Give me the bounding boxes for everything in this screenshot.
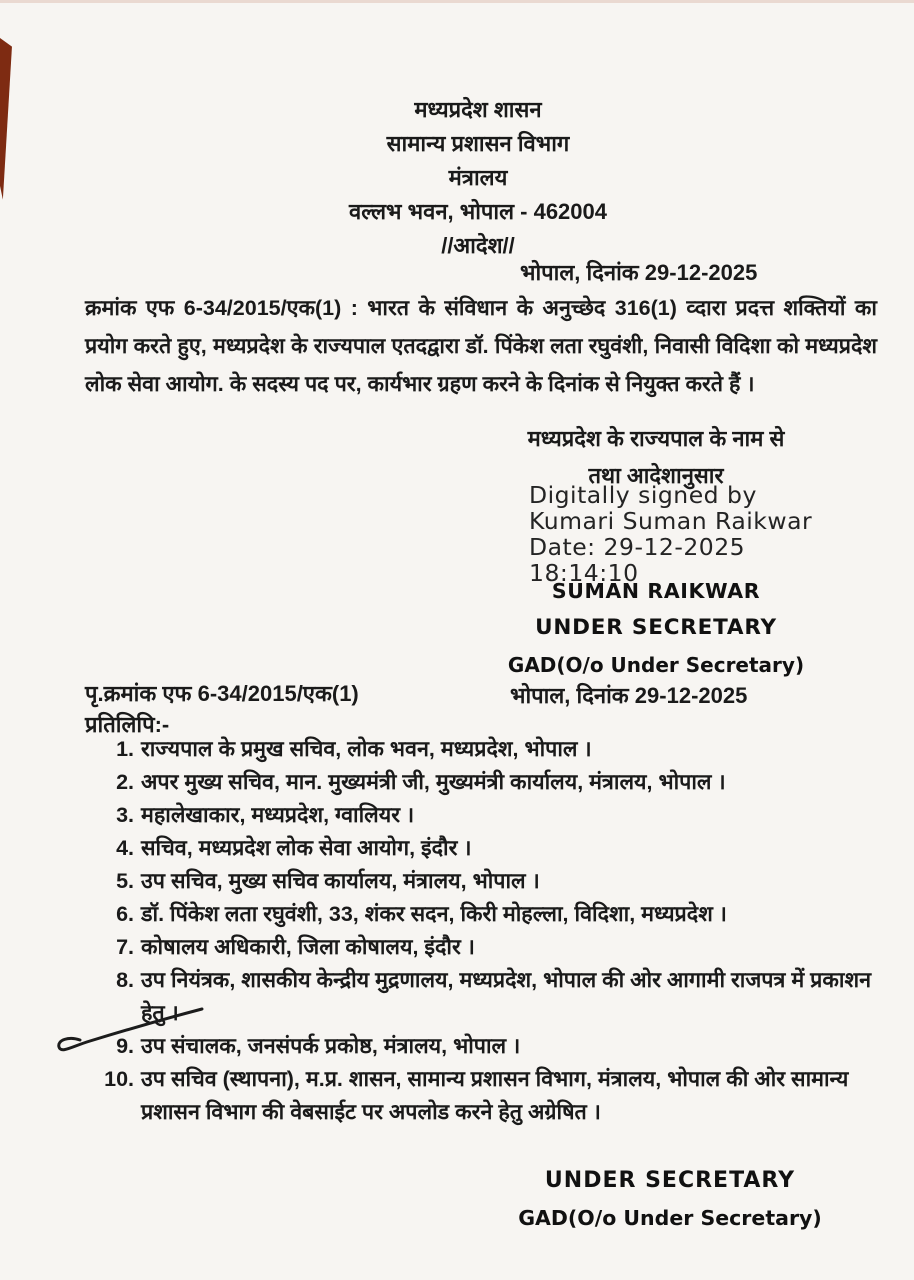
by-order-line-1: मध्यप्रदेश के राज्यपाल के नाम से [527,426,785,451]
letterhead-ministry: मंत्रालय [448,165,508,190]
signatory-department: GAD(O/o Under Secretary) [507,653,805,677]
list-item-number: 8. [116,968,134,992]
list-item-number: 10. [104,1067,134,1091]
list-item [95,964,881,1030]
list-item-number: 1. [116,737,134,761]
list-item-number: 2. [116,770,134,794]
order-body-paragraph: क्रमांक एफ 6-34/2015/एक(1) : भारत के संविधान के अनुच्छेद 316(1) व्दारा प्रदत्त शक्तियों का प्रयोग करते हुए, मध्यप्रदेश के राज्यपाल एतदद्वारा डॉ. पिंकेश लता रघुवंशी, निवासी विदिशा को मध्यप्रदेश लोक सेवा आयोग. के सदस्य पद पर, कार्यभार ग्रहण करने के दिनांक से नियुक्त करते हैं । [85,296,877,396]
list-item-number: 7. [116,935,134,959]
endorsement-ref-number: पृ.क्रमांक एफ 6-34/2015/एक(1) [85,681,359,706]
list-item-text: अपर मुख्य सचिव, मान. मुख्यमंत्री जी, मुख्यमंत्री कार्यालय, मंत्रालय, भोपाल । [141,770,726,794]
list-item [95,799,881,832]
list-item-number: 3. [116,803,134,827]
footer-signatory-title: UNDER SECRETARY [544,1168,796,1193]
list-item-text: डॉ. पिंकेश लता रघुवंशी, 33, शंकर सदन, किरी मोहल्ला, विदिशा, मध्यप्रदेश । [141,902,727,926]
letterhead-address: वल्लभ भवन, भोपाल - 462004 [348,199,608,224]
digital-signature-line-1: Digitally signed by [529,481,757,509]
digital-signature-stamp [529,482,812,586]
dateline-endorsement: भोपाल, दिनांक 29-12-2025 [510,683,748,708]
order-title: //आदेश// [441,233,515,258]
list-item-number: 6. [116,902,134,926]
digital-signature-line-3: Date: 29-12-2025 [529,533,746,561]
list-item-text: उप संचालक, जनसंपर्क प्रकोष्ठ, मंत्रालय, भोपाल । [141,1034,521,1058]
list-item-text: उप सचिव, मुख्य सचिव कार्यालय, मंत्रालय, भोपाल । [141,869,540,893]
list-item [95,733,881,766]
list-item [95,898,881,931]
letterhead-department: सामान्य प्रशासन विभाग [386,131,570,156]
list-item-text: उप नियंत्रक, शासकीय केन्द्रीय मुद्रणालय, मध्यप्रदेश, भोपाल की ओर आगामी राजपत्र में प्रकाशन हेतु । [141,968,872,1025]
list-item [95,832,881,865]
letterhead [0,93,914,263]
scan-top-edge [0,0,914,3]
digital-signature-line-2: Kumari Suman Raikwar [529,507,813,535]
list-item [95,1030,881,1063]
list-item [95,865,881,898]
list-item-number: 5. [116,869,134,893]
list-item [95,931,881,964]
list-item-text: राज्यपाल के प्रमुख सचिव, लोक भवन, मध्यप्रदेश, भोपाल । [141,737,592,761]
list-item-text: महालेखाकार, मध्यप्रदेश, ग्वालियर । [141,803,415,827]
copy-to-label: प्रतिलिपि:- [85,712,170,737]
handwritten-tick-icon [56,1002,208,1058]
list-item-number: 4. [116,836,134,860]
footer-signatory-department: GAD(O/o Under Secretary) [518,1206,822,1230]
by-order-line-2: तथा आदेशानुसार [588,463,724,488]
signatory-name: SUMAN RAIKWAR [551,579,761,603]
list-item-text: उप सचिव (स्थापना), म.प्र. शासन, सामान्य प्रशासन विभाग, मंत्रालय, भोपाल की ओर सामान्य प्रशासन विभाग की वेबसाईट पर अपलोड करने हेतु अग्रेषित । [141,1067,849,1124]
signatory-title: UNDER SECRETARY [535,615,777,640]
list-item [95,1063,881,1129]
signatory-block [470,579,842,677]
copy-distribution-list [95,733,881,1129]
list-item [95,766,881,799]
list-item-text: कोषालय अधिकारी, जिला कोषालय, इंदौर । [141,935,475,959]
letterhead-government: मध्यप्रदेश शासन [414,97,542,122]
digital-signature-line-4: 18:14:10 [529,559,639,587]
list-item-number: 9. [116,1034,134,1058]
footer-signatory-block [460,1168,880,1230]
dateline-top: भोपाल, दिनांक 29-12-2025 [520,260,758,285]
list-item-text: सचिव, मध्यप्रदेश लोक सेवा आयोग, इंदौर । [141,836,472,860]
